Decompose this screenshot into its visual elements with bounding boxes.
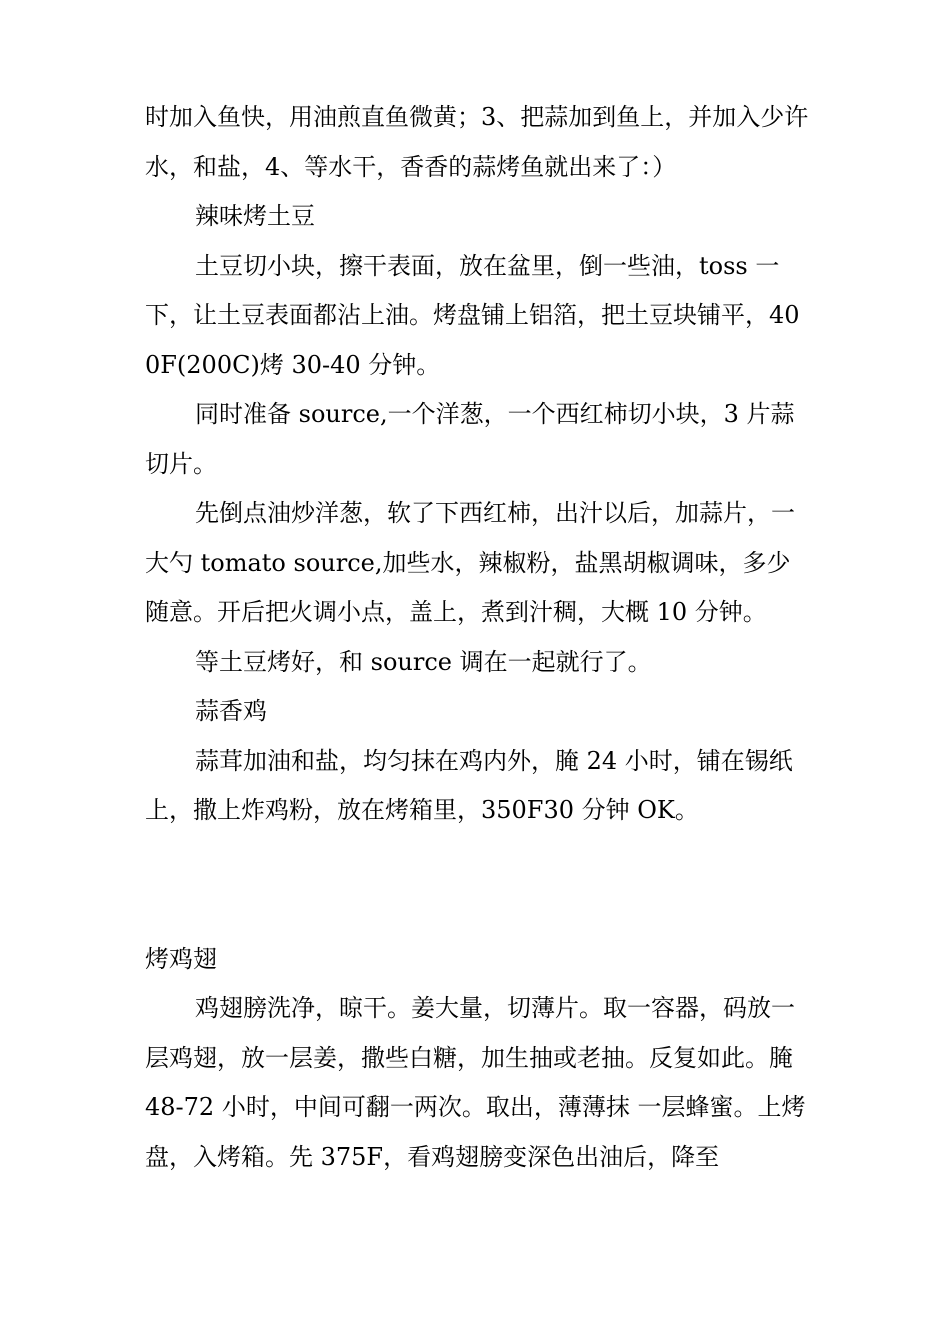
paragraph-garlic-chicken: 蒜茸加油和盐，均匀抹在鸡内外，腌 24 小时，铺在锡纸上，撒上炸鸡粉，放在烤箱里，350F30 分钟 OK。	[145, 746, 793, 824]
paragraph-potato-prep: 土豆切小块，擦干表面，放在盆里，倒一些油，toss 一下，让土豆表面都沾上油。烤盘铺上铝箔，把土豆块铺平，400F(200C)烤 30-40 分钟。	[145, 251, 800, 379]
paragraph-fish-continued: 时加入鱼快，用油煎直鱼微黄；3、把蒜加到鱼上，并加入少许水，和盐，4、等水干，香香的蒜烤鱼就出来了：）	[145, 103, 809, 181]
heading-spicy-roast-potato: 辣味烤土豆	[195, 202, 315, 230]
section-gap	[145, 836, 810, 935]
document-body	[145, 93, 810, 1182]
paragraph-sauce-prep: 同时准备 source,一个洋葱，一个西红柿切小块，3 片蒜切片。	[145, 400, 795, 478]
paragraph-chicken-wings: 鸡翅膀洗净，晾干。姜大量，切薄片。取一容器，码放一层鸡翅，放一层姜，撒些白糖，加生抽或老抽。反复如此。腌 48-72 小时，中间可翻一两次。取出，薄薄抹 一层蜂蜜。上烤盘，入烤箱。先 375F，看鸡翅膀变深色出油后，降至	[145, 994, 806, 1171]
paragraph-potato-finish: 等土豆烤好，和 source 调在一起就行了。	[195, 647, 652, 676]
heading-roast-chicken-wings: 烤鸡翅	[145, 944, 217, 973]
heading-garlic-chicken: 蒜香鸡	[195, 697, 267, 725]
paragraph-sauce-cook: 先倒点油炒洋葱，软了下西红柿，出汁以后，加蒜片，一大勺 tomato source,加些水，辣椒粉，盐黑胡椒调味，多少随意。开后把火调小点，盖上，煮到汁稠，大概 10 分钟。	[145, 499, 795, 626]
